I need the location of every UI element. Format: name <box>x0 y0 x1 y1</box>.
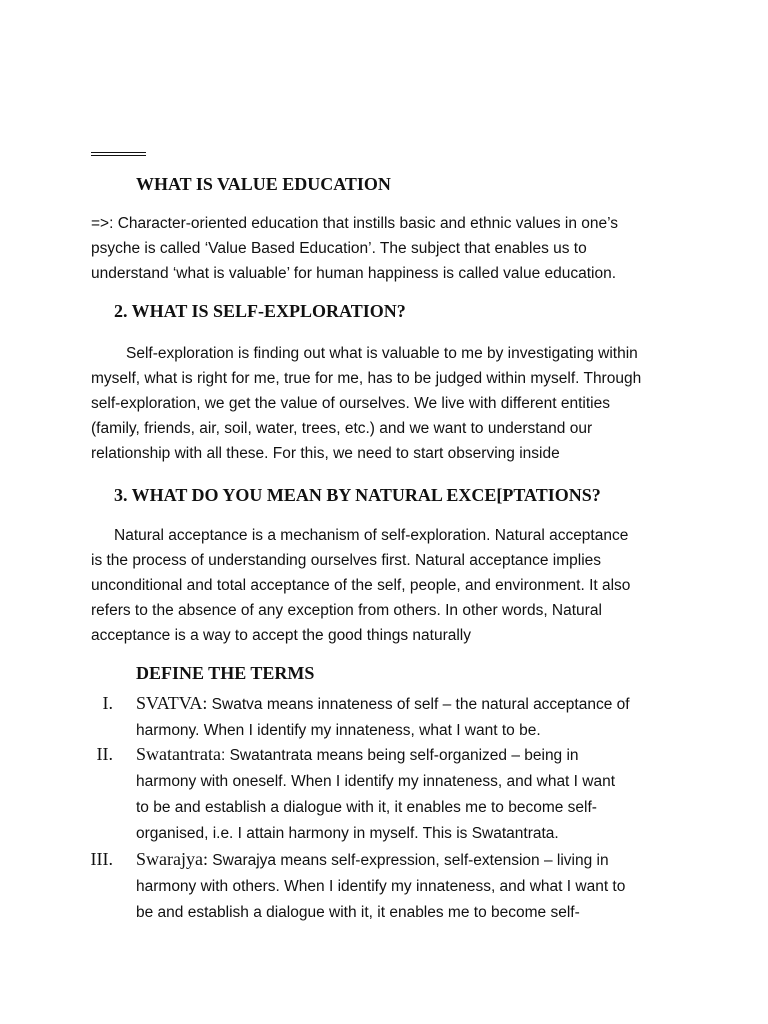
text-line <box>136 690 716 718</box>
term-label: SVATVA: <box>136 693 208 713</box>
text-line <box>136 741 716 769</box>
text-line: acceptance is a way to accept the good things naturally <box>91 627 471 644</box>
text-line: be and establish a dialogue with it, it enables me to become self- <box>136 904 580 921</box>
heading-self-exploration: 2. WHAT IS SELF-EXPLORATION? <box>114 301 406 321</box>
text-line: understand ‘what is valuable’ for human happiness is called value education. <box>91 265 617 282</box>
text-line: relationship with all these. For this, we need to start observing inside <box>91 445 560 462</box>
paragraph-value-education <box>91 211 691 286</box>
text-line: myself, what is right for me, true for me, has to be judged within myself. Through <box>91 370 642 387</box>
text-line: to be and establish a dialogue with it, it enables me to become self- <box>136 799 597 816</box>
text-line: harmony with others. When I identify my innateness, and what I want to <box>136 878 626 895</box>
top-double-rule-upper <box>91 152 146 153</box>
text-line: (family, friends, air, soil, water, trees, etc.) and we want to understand our <box>91 420 593 437</box>
paragraph-natural-acceptance <box>91 523 691 648</box>
text-line: organised, i.e. I attain harmony in myself. This is Swatantrata. <box>136 825 559 842</box>
term-label: Swarajya: <box>136 849 208 869</box>
term-definition: Swarajya means self-expression, self-extension – living in <box>207 852 609 869</box>
heading-value-education: WHAT IS VALUE EDUCATION <box>136 174 391 194</box>
heading-define-terms: DEFINE THE TERMS <box>136 663 315 683</box>
top-double-rule-lower <box>91 155 146 156</box>
list-item-body <box>136 690 716 744</box>
text-line: =>: Character-oriented education that instills basic and ethnic values in one’s <box>91 215 619 232</box>
list-numeral: I. <box>102 693 113 713</box>
term-definition: Swatva means innateness of self – the natural acceptance of <box>207 696 630 713</box>
paragraph-self-exploration <box>91 341 691 466</box>
text-line: Natural acceptance is a mechanism of self-exploration. Natural acceptance <box>114 527 629 544</box>
text-line: is the process of understanding ourselves first. Natural acceptance implies <box>91 552 602 569</box>
text-line: psyche is called ‘Value Based Education’. The subject that enables us to <box>91 240 587 257</box>
text-line: unconditional and total acceptance of the self, people, and environment. It also <box>91 577 631 594</box>
text-line: harmony. When I identify my innateness, what I want to be. <box>136 722 541 739</box>
text-line <box>136 846 716 874</box>
list-item-body <box>136 846 716 926</box>
term-definition: : Swatantrata means being self-organized – being in <box>220 747 579 764</box>
text-line: Self-exploration is finding out what is valuable to me by investigating within <box>126 345 638 362</box>
heading-natural-exceptions: 3. WHAT DO YOU MEAN BY NATURAL EXCE[PTATIONS? <box>114 485 601 505</box>
list-item-body <box>136 741 716 847</box>
list-numeral: II. <box>96 744 113 764</box>
text-line: self-exploration, we get the value of ourselves. We live with different entities <box>91 395 610 412</box>
term-label: Swatantrata <box>136 744 221 764</box>
list-numeral: III. <box>90 849 113 869</box>
text-line: harmony with oneself. When I identify my innateness, and what I want <box>136 773 616 790</box>
text-line: refers to the absence of any exception from others. In other words, Natural <box>91 602 602 619</box>
